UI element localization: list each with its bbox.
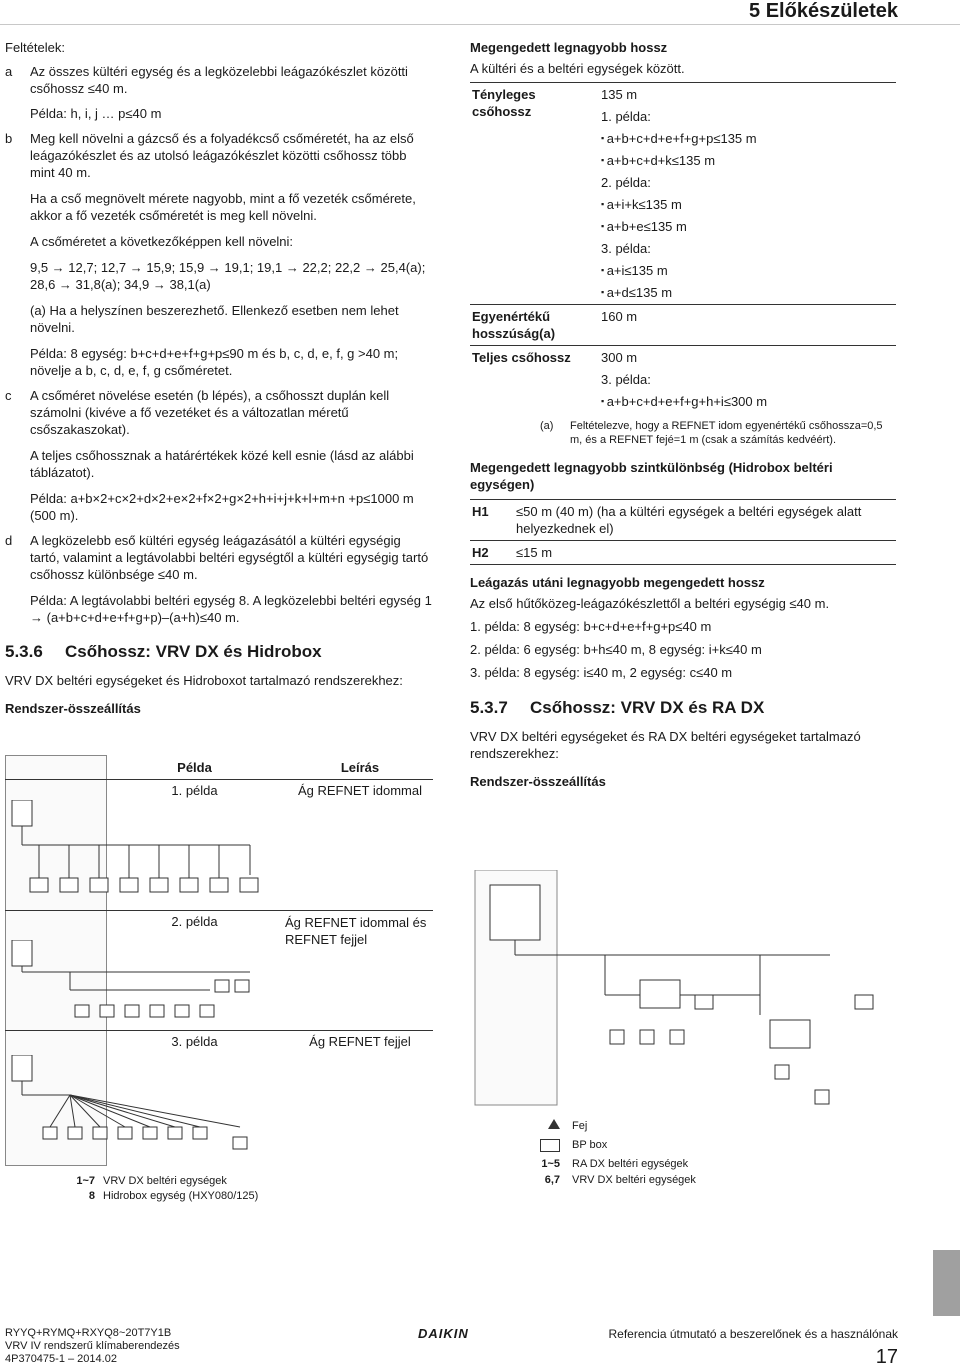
- diagram-example-3: [10, 1055, 290, 1155]
- condition-text: Meg kell növelni a gázcső és a folyadékcső csőméretét, ha az első leágazókészlet és az utolsó leágazókészlet közötti csőhossz több mint 40 m.: [30, 131, 414, 180]
- example-label: 2. példa: [171, 914, 218, 929]
- conditions-label: Feltételek:: [5, 40, 65, 55]
- condition-key: d: [5, 533, 13, 548]
- footer-ref: Referencia útmutató a beszerelőnek és a használónak: [608, 1327, 898, 1341]
- condition-d: [5, 532, 433, 626]
- size-sequence: 9,5 → 12,7; 12,7 → 15,9; 15,9 → 19,1; 19,1 → 22,2; 22,2 → 25,4(a); 28,6 → 31,8(a); 34,9 → 38,1(a): [30, 260, 426, 292]
- row-values: 300 m 3. példa: ▪ a+b+c+d+e+f+g+h+i≤300 m: [599, 346, 896, 414]
- table-row: [470, 541, 896, 565]
- legend-text: RA DX beltéri egységek: [572, 1158, 689, 1170]
- condition-key: a: [5, 64, 13, 79]
- config-label: Rendszer-összeállítás: [5, 701, 141, 716]
- legend-ra-dx: [520, 1118, 696, 1188]
- branch-line: 2. példa: 6 egység: b+h≤40 m, 8 egység: i+k≤40 m: [470, 642, 762, 657]
- table-row: [470, 346, 896, 414]
- legend-text: VRV DX beltéri egységek: [103, 1175, 227, 1187]
- diagram-example-2: [10, 940, 290, 1025]
- table-row: [470, 305, 896, 346]
- row-values: 135 m 1. példa: ▪ a+b+c+d+e+f+g+p≤135 m ▪ a+b+c+d+k≤135 m 2. példa: ▪ a+i+k≤135 m ▪ a+b+e≤135 m 3. példa: ▪ a+i≤135 m ▪ a+d≤135 m: [599, 83, 896, 305]
- page-number: 17: [875, 1346, 898, 1368]
- config-figure-hydrobox: [5, 755, 433, 1165]
- section-intro: VRV DX beltéri egységeket és Hidroboxot tartalmazó rendszerekhez:: [5, 673, 403, 688]
- legend-hydrobox: [60, 1174, 258, 1204]
- footer-code: 4P370475-1 – 2014.02: [5, 1353, 117, 1365]
- legend-key: 8: [88, 1190, 95, 1202]
- footnote-a: (a) Ha a helyszínen beszerezhető. Ellenkező esetben nem lehet növelni.: [30, 303, 399, 335]
- footer-desc: VRV IV rendszerű klímaberendezés: [5, 1340, 180, 1352]
- config-figure-ra-dx: [470, 870, 896, 1110]
- row-key: Teljes csőhossz: [470, 346, 599, 414]
- row-values: 160 m: [599, 305, 896, 346]
- legend-item: [520, 1137, 696, 1153]
- section-heading-536: [5, 642, 433, 662]
- diagram-example-1: [10, 800, 290, 905]
- condition-example: Példa: h, i, j … p≤40 m: [30, 106, 162, 121]
- row-key: Tényleges csőhossz: [470, 83, 599, 305]
- legend-key: 6,7: [544, 1174, 560, 1186]
- branch-title: Leágazás utáni legnagyobb megengedett hossz: [470, 575, 765, 590]
- legend-item: [520, 1118, 696, 1134]
- bp-box-icon: [540, 1139, 560, 1152]
- footnote-text: Feltételezve, hogy a REFNET idom egyenértékű csőhossza=0,5 m, és a REFNET fejé=1 m (csak a számítás kedvéért).: [570, 420, 883, 446]
- example-header: Példa: [177, 760, 212, 775]
- section-number: 5.3.7: [470, 698, 508, 717]
- example-desc: Ág REFNET fejjel: [309, 1034, 411, 1049]
- section-number: 5.3.6: [5, 642, 43, 661]
- height-title: Megengedett legnagyobb szintkülönbség (Hidrobox beltéri egységen): [470, 460, 833, 492]
- row-key: Egyenértékű hosszúság(a): [470, 305, 599, 346]
- condition-b: [5, 130, 433, 379]
- max-length-title: Megengedett legnagyobb hossz: [470, 40, 668, 55]
- condition-c: [5, 387, 433, 524]
- example-desc: Ág REFNET idommal és REFNET fejjel: [285, 915, 427, 947]
- left-column: [5, 40, 433, 726]
- condition-key: b: [5, 131, 13, 146]
- table-row: [470, 83, 896, 305]
- condition-text: A legközelebb eső kültéri egység leágazásától a kültéri egységig tartó, valamint a legtávolabbi beltéri egységtől a kültéri egységig tartó csőhossz különbsége ≤40 m.: [30, 533, 429, 582]
- section-title: Csőhossz: VRV DX és RA DX: [530, 698, 765, 717]
- footer-model: RYYQ+RYMQ+RXYQ8~20T7Y1B: [5, 1327, 172, 1339]
- condition-a: [5, 63, 433, 122]
- branch-line: Az első hűtőközeg-leágazókészlettől a beltéri egységig ≤40 m.: [470, 596, 830, 611]
- condition-text: Az összes kültéri egység és a legközelebbi leágazókészlet közötti csőhossz ≤40 m.: [30, 64, 408, 96]
- table-footnote: [470, 419, 896, 447]
- section-title: Csőhossz: VRV DX és Hidrobox: [65, 642, 322, 661]
- condition-example: Példa: a+b×2+c×2+d×2+e×2+f×2+g×2+h+i+j+k+l+m+n +p≤1000 m (500 m).: [30, 491, 414, 523]
- side-tab: [933, 1250, 960, 1316]
- height-table: [470, 499, 896, 565]
- row-value: ≤15 m: [514, 541, 896, 565]
- config-label: Rendszer-összeállítás: [470, 774, 606, 789]
- condition-text: A teljes csőhossznak a határértékek közé kell esnie (lásd az alábbi táblázatot).: [30, 448, 414, 480]
- desc-header: Leírás: [340, 760, 380, 775]
- condition-key: c: [5, 388, 12, 403]
- right-column: [470, 40, 896, 789]
- condition-text: A csőméret növelése esetén (b lépés), a csőhosszt duplán kell számolni (kivéve a fő vezetéket és a változatlan méretű csőszakaszokat).: [30, 388, 390, 437]
- header-icon: [548, 1119, 560, 1129]
- condition-example: Példa: 8 egység: b+c+d+e+f+g+p≤90 m és b, c, d, e, f, g >40 m; növelje a b, c, d, e, f, g csőméretet.: [30, 346, 399, 378]
- legend-text: Hidrobox egység (HXY080/125): [103, 1190, 259, 1202]
- legend-text: BP box: [572, 1139, 608, 1151]
- table-row: [470, 500, 896, 541]
- condition-text: A csőméretet a következőképpen kell növelni:: [30, 234, 294, 249]
- branch-line: 1. példa: 8 egység: b+c+d+e+f+g+p≤40 m: [470, 619, 712, 634]
- legend-item: [520, 1172, 696, 1188]
- row-key: H1: [470, 500, 514, 541]
- example-label: 3. példa: [171, 1034, 218, 1049]
- max-length-table: [470, 82, 896, 413]
- legend-key: 1~5: [541, 1158, 560, 1170]
- condition-example: Példa: A legtávolabbi beltéri egység 8. A legközelebbi beltéri egység 1 → (a+b+c+d+e+f+g+p)–(a+h)≤40 m.: [30, 593, 432, 625]
- footnote-key: (a): [540, 420, 554, 432]
- daikin-logo: DAIKIN: [418, 1326, 469, 1341]
- section-intro: VRV DX beltéri egységeket és RA DX beltéri egységeket tartalmazó rendszerekhez:: [470, 729, 861, 761]
- example-desc: Ág REFNET idommal: [297, 783, 422, 798]
- legend-key: 1~7: [76, 1175, 95, 1187]
- max-length-sub: A kültéri és a beltéri egységek között.: [470, 61, 685, 76]
- legend-text: Fej: [572, 1120, 588, 1132]
- section-heading-537: [470, 698, 896, 718]
- row-value: ≤50 m (40 m) (ha a kültéri egységek a beltéri egységek alatt helyezkednek el): [514, 500, 896, 541]
- legend-text: VRV DX beltéri egységek: [572, 1174, 696, 1186]
- legend-item: [520, 1156, 696, 1172]
- example-label: 1. példa: [171, 783, 218, 798]
- condition-text: Ha a cső megnövelt mérete nagyobb, mint a fő vezeték csőmérete, akkor a fő vezeték csőméretét is meg kell növelni.: [30, 191, 416, 223]
- chapter-title: 5 Előkészületek: [749, 0, 898, 22]
- footer-left: [5, 1327, 180, 1366]
- branch-line: 3. példa: 8 egység: i≤40 m, 2 egység: c≤40 m: [470, 665, 733, 680]
- row-key: H2: [470, 541, 514, 565]
